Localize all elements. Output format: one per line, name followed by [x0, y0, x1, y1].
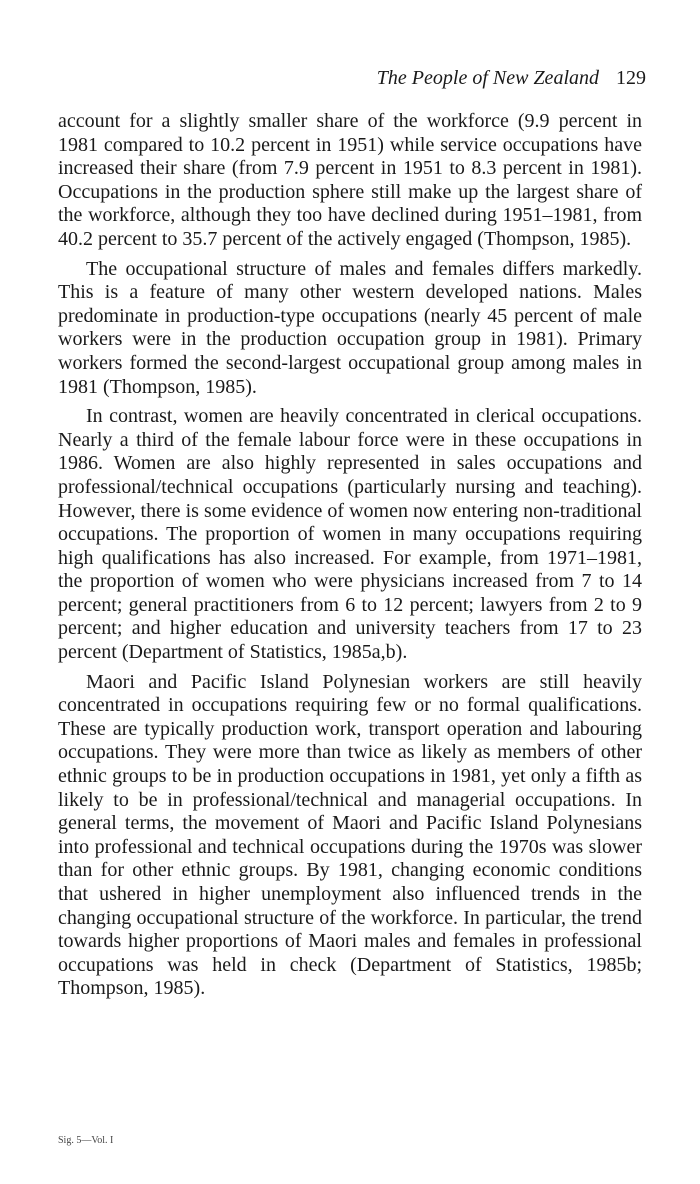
- paragraph-2: The occupational structure of males and females differs markedly. This is a feature of many other western developed nations. Males predominate in production-type occupations (nearly 45 percent of male workers were in the production occupation group in 1981). Primary workers formed the second-largest occupational group among males in 1981 (Thompson, 1985).: [58, 257, 642, 398]
- paragraph-1: account for a slightly smaller share of the workforce (9.9 percent in 1981 compared to 10.2 percent in 1951) while service occupations have increased their share (from 7.9 percent in 1951 to 8.3 percent in 1981). Occupations in the production sphere still make up the largest share of the workforce, although they too have declined during 1951–1981, from 40.2 percent to 35.7 percent of the actively engaged (Thompson, 1985).: [58, 110, 642, 250]
- running-header: [377, 66, 646, 90]
- page-number: 129: [616, 67, 646, 89]
- book-page: [58, 0, 646, 1184]
- paragraph-3: In contrast, women are heavily concentrated in clerical occupations. Nearly a third of the female labour force were in these occupations in 1986. Women are also highly represented in sales occupations and professional/technical occupations (particularly nursing and teaching). However, there is some evidence of women now entering non-traditional occupations. The proportion of women in many occupations requiring high qualifications has also increased. For example, from 1971–1981, the proportion of women who were physicians increased from 7 to 14 percent; general practitioners from 6 to 12 percent; lawyers from 2 to 9 percent; and higher education and university teachers from 17 to 23 percent (Department of Statistics, 1985a,b).: [58, 405, 642, 664]
- running-header-title: The People of New Zealand: [376, 67, 599, 89]
- body-text: [58, 110, 642, 1007]
- paragraph-4: Maori and Pacific Island Polynesian workers are still heavily concentrated in occupations requiring few or no formal qualifications. These are typically production work, transport operation and labouring occupations. They were more than twice as likely as members of other ethnic groups to be in production occupations in 1981, yet only a fifth as likely to be in professional/technical and managerial occupations. In general terms, the movement of Maori and Pacific Island Polynesians into professional and technical occupations during the 1970s was slower than for other ethnic groups. By 1981, changing economic conditions that ushered in higher unemployment also influenced trends in the changing occupational structure of the workforce. In particular, the trend towards higher proportions of Maori males and females in professional occupations was held in check (Department of Statistics, 1985b; Thompson, 1985).: [58, 670, 642, 1000]
- printer-signature: Sig. 5—Vol. I: [58, 1135, 114, 1146]
